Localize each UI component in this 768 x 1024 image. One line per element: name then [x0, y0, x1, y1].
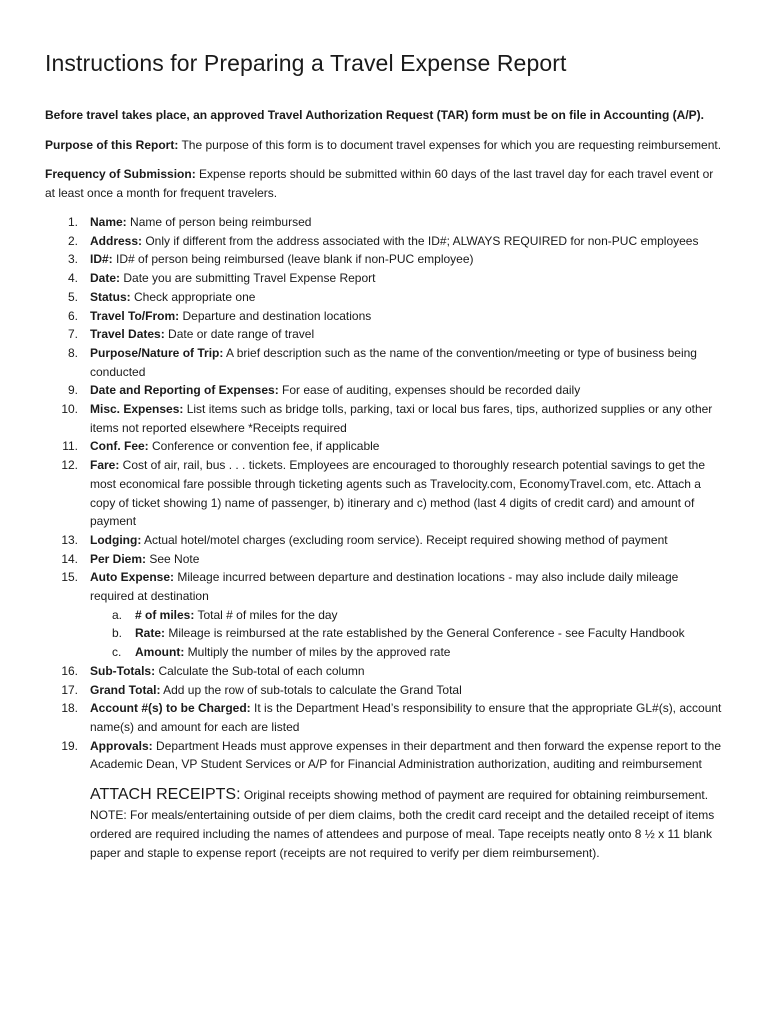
- frequency-paragraph: [45, 165, 722, 203]
- attach-receipts-heading: ATTACH RECEIPTS:: [90, 786, 241, 804]
- list-item: [45, 344, 722, 381]
- item-number: 14.: [61, 551, 78, 566]
- item-number: 8.: [67, 345, 78, 360]
- item-number: 7.: [67, 327, 78, 342]
- item-label: Sub-Totals:: [90, 663, 156, 678]
- attach-receipts-text: Original receipts showing method of payment are required for obtaining reimbursement. NOTE: For meals/entertaining outside of per diem claims, both the credit card receipt and the detailed receipt of items ordered are required including the names of attendees and purpose of meal. Tape receipts neatly onto 8 ½ x 11 blank paper and staple to expense report (receipts are not required to verify per diem reimbursement).: [90, 788, 715, 861]
- item-text: ID# of person being reimbursed (leave blank if non-PUC employee): [112, 252, 474, 267]
- item-label: Name:: [90, 215, 127, 229]
- item-number: 12.: [61, 458, 78, 473]
- item-number: 13.: [61, 532, 78, 547]
- item-number: 1.: [67, 215, 78, 229]
- list-item: [45, 662, 722, 681]
- item-number: 10.: [61, 402, 78, 417]
- item-number: 4.: [67, 271, 78, 286]
- item-text: Conference or convention fee, if applicable: [148, 439, 380, 454]
- item-text: Departure and destination locations: [179, 308, 372, 323]
- subitem-label: Rate:: [135, 626, 166, 641]
- item-label: Auto Expense:: [90, 570, 175, 585]
- list-item: [45, 250, 722, 269]
- page-title: Instructions for Preparing a Travel Expense Report: [45, 50, 567, 76]
- item-label: Travel To/From:: [90, 308, 180, 323]
- list-item: [45, 213, 722, 232]
- list-item: [45, 531, 722, 550]
- list-item: [45, 307, 722, 326]
- item-text: Cost of air, rail, bus . . . tickets. Employees are encouraged to thoroughly research potential savings to get the most economical fare possible through ticketing agents such as Travelocity.com, EconomyTravel.com, etc. Attach a copy of ticket showing 1) name of passenger, b) itinerary and c) method (last 4 digits of credit card) and amount of payment: [90, 458, 705, 529]
- item-number: 17.: [61, 682, 78, 697]
- item-label: Purpose/Nature of Trip:: [90, 345, 224, 360]
- subitem-text: Multiply the number of miles by the approved rate: [184, 645, 451, 660]
- item-text: Add up the row of sub-totals to calculate the Grand Total: [160, 682, 462, 697]
- frequency-label: Frequency of Submission:: [45, 167, 196, 181]
- list-item: [45, 550, 722, 569]
- subitem-label: Amount:: [135, 645, 185, 660]
- item-number: 5.: [67, 289, 78, 304]
- sub-list-item: [90, 643, 722, 662]
- item-text: Date or date range of travel: [164, 327, 315, 342]
- item-text: Name of person being reimbursed: [126, 215, 312, 229]
- item-number: 15.: [61, 570, 78, 585]
- subitem-letter: c.: [112, 645, 122, 660]
- item-label: Date:: [90, 271, 121, 286]
- item-number: 19.: [61, 738, 78, 753]
- list-item: [45, 568, 722, 662]
- item-text: A brief description such as the name of the convention/meeting or type of business being conducted: [90, 345, 697, 379]
- purpose-label: Purpose of this Report:: [45, 138, 179, 152]
- item-label: Travel Dates:: [90, 327, 165, 342]
- sub-list-item: [90, 606, 722, 625]
- item-number: 16.: [61, 663, 78, 678]
- item-text: Date you are submitting Travel Expense Report: [120, 271, 376, 286]
- list-item: [45, 681, 722, 700]
- auto-expense-sublist: [90, 606, 722, 662]
- item-label: Grand Total:: [90, 682, 161, 697]
- item-text: For ease of auditing, expenses should be recorded daily: [278, 383, 581, 398]
- subitem-text: Mileage is reimbursed at the rate established by the General Conference - see Faculty Handbook: [165, 626, 685, 641]
- item-text: Actual hotel/motel charges (excluding room service). Receipt required showing method of payment: [141, 532, 668, 547]
- list-item: [45, 325, 722, 344]
- sub-list-item: [90, 624, 722, 643]
- item-label: Status:: [90, 289, 131, 304]
- list-item: [45, 269, 722, 288]
- item-text: See Note: [146, 551, 200, 566]
- purpose-paragraph: [45, 136, 722, 155]
- list-item: [45, 381, 722, 400]
- attach-receipts-note: [45, 784, 722, 863]
- list-item: [45, 456, 722, 531]
- item-label: Account #(s) to be Charged:: [90, 701, 251, 716]
- frequency-text: Expense reports should be submitted within 60 days of the last travel day for each travel event or at least once a month for frequent travelers.: [45, 167, 714, 200]
- list-item: [45, 437, 722, 456]
- item-text: Department Heads must approve expenses in their department and then forward the expense report to the Academic Dean, VP Student Services or A/P for Financial Administration authorization, auditing and reimbursement: [90, 738, 722, 772]
- item-number: 6.: [67, 308, 78, 323]
- item-number: 2.: [67, 233, 78, 248]
- item-label: Lodging:: [90, 532, 142, 547]
- item-text: List items such as bridge tolls, parking, taxi or local bus fares, tips, authorized supplies or any other items not reported elsewhere *Receipts required: [90, 402, 713, 435]
- subitem-label: # of miles:: [135, 607, 195, 622]
- purpose-text: The purpose of this form is to document travel expenses for which you are requesting reimbursement.: [178, 138, 722, 152]
- item-label: Fare:: [90, 458, 120, 473]
- item-number: 11.: [62, 439, 78, 454]
- list-item: [45, 288, 722, 307]
- item-number: 18.: [61, 701, 78, 716]
- item-text: Calculate the Sub-total of each column: [155, 663, 365, 678]
- item-label: Date and Reporting of Expenses:: [90, 383, 279, 398]
- item-number: 9.: [67, 383, 78, 398]
- item-text: Mileage incurred between departure and destination locations - may also include daily mileage required at destination: [90, 570, 679, 604]
- item-label: Misc. Expenses:: [90, 402, 184, 417]
- item-text: It is the Department Head’s responsibility to ensure that the appropriate GL#(s), account name(s) and amount for each are listed: [90, 701, 722, 734]
- item-text: Only if different from the address associated with the ID#; ALWAYS REQUIRED for non-PUC employees: [142, 233, 699, 248]
- intro-notice: Before travel takes place, an approved Travel Authorization Request (TAR) form must be on file in Accounting (A/P).: [45, 108, 704, 122]
- item-label: Address:: [90, 233, 143, 248]
- item-text: Check appropriate one: [130, 289, 256, 304]
- item-label: Per Diem:: [90, 551, 147, 566]
- instruction-list: [45, 213, 722, 774]
- item-label: Conf. Fee:: [90, 439, 149, 454]
- item-number: 3.: [67, 252, 78, 267]
- list-item: [45, 699, 722, 736]
- list-item: [45, 737, 722, 774]
- item-label: ID#:: [90, 252, 113, 267]
- subitem-letter: b.: [112, 626, 123, 641]
- item-label: Approvals:: [90, 738, 153, 753]
- list-item: [45, 232, 722, 251]
- list-item: [45, 400, 722, 437]
- subitem-text: Total # of miles for the day: [194, 607, 338, 622]
- subitem-letter: a.: [112, 607, 123, 622]
